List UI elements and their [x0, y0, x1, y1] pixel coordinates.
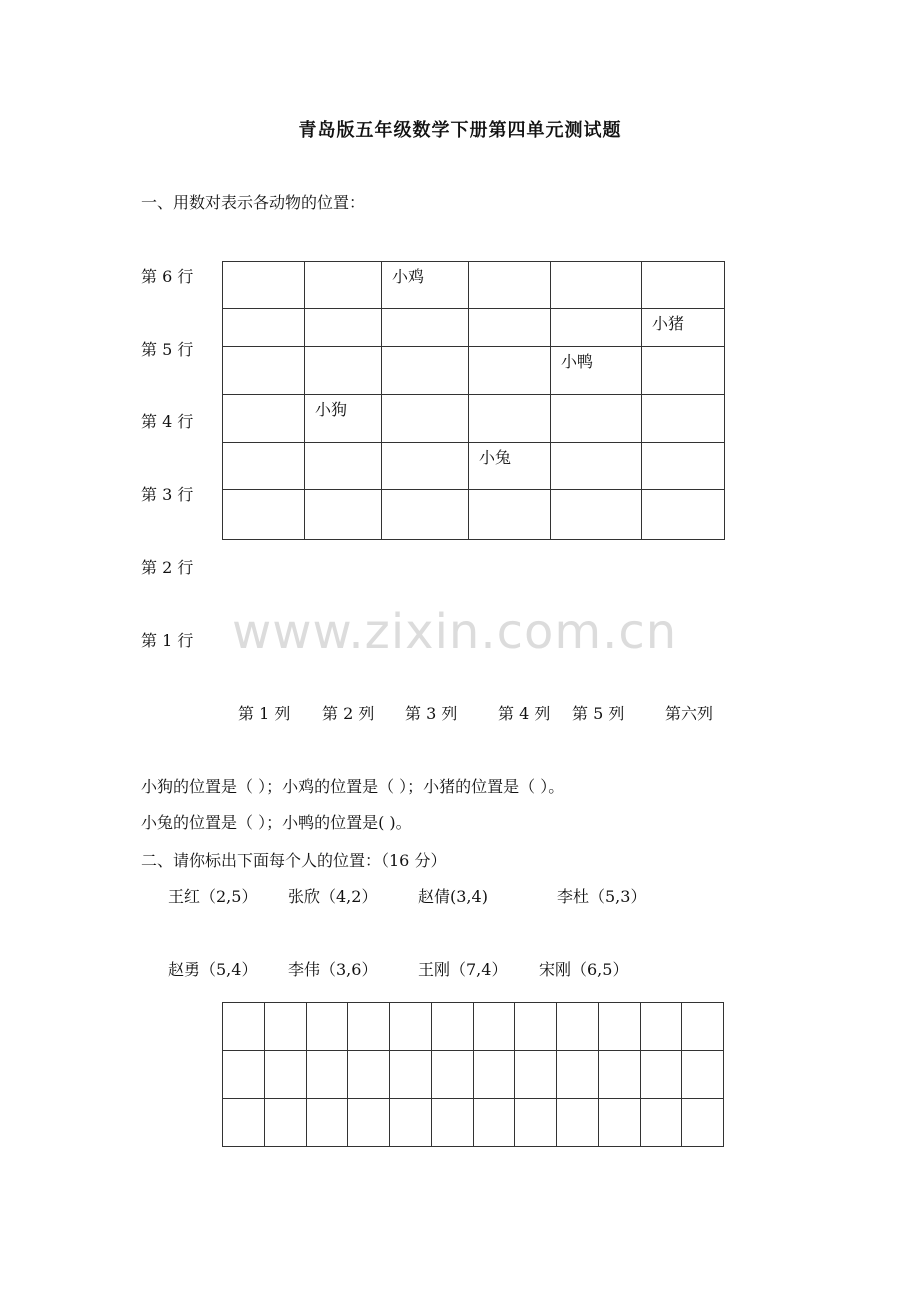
grid-cell — [642, 443, 725, 490]
grid-cell — [640, 1051, 682, 1099]
grid-cell — [305, 443, 382, 490]
grid-cell — [306, 1003, 348, 1051]
row-label-6: 第 6 行 — [141, 267, 194, 286]
grid-cell — [551, 262, 642, 309]
grid-cell — [551, 490, 642, 540]
grid-cell — [598, 1051, 640, 1099]
grid-cell — [382, 262, 469, 309]
grid-cell — [473, 1099, 515, 1147]
grid-cell — [431, 1099, 473, 1147]
grid-cell — [223, 1051, 265, 1099]
col-label-3: 第 3 列 — [405, 704, 458, 723]
grid-cell — [223, 309, 305, 347]
grid-cell — [551, 395, 642, 443]
row-label-5: 第 5 行 — [141, 340, 194, 359]
col-label-5: 第 5 列 — [572, 704, 625, 723]
grid-cell — [469, 262, 551, 309]
grid-cell — [223, 490, 305, 540]
grid-cell — [305, 347, 382, 395]
grid-cell — [642, 262, 725, 309]
grid-cell — [264, 1003, 306, 1051]
grid-cell — [469, 347, 551, 395]
grid-cell — [382, 395, 469, 443]
grid-cell — [598, 1099, 640, 1147]
grid-cell — [348, 1003, 390, 1051]
grid-cell — [682, 1099, 724, 1147]
grid-cell — [390, 1099, 432, 1147]
grid-cell — [382, 490, 469, 540]
grid-cell — [642, 490, 725, 540]
col-label-6: 第六列 — [665, 704, 714, 723]
grid-cell — [551, 309, 642, 347]
grid-cell — [305, 309, 382, 347]
grid-cell — [640, 1003, 682, 1051]
col-label-2: 第 2 列 — [322, 704, 375, 723]
grid-cell — [223, 1099, 265, 1147]
grid-cell — [306, 1051, 348, 1099]
section1-heading: 一、用数对表示各动物的位置： — [141, 193, 366, 212]
col-label-1: 第 1 列 — [238, 704, 291, 723]
person-zhao-yong: 赵勇（5,4） — [168, 960, 258, 979]
grid-cell — [515, 1099, 557, 1147]
grid-cell — [431, 1051, 473, 1099]
grid-cell — [642, 395, 725, 443]
row-label-4: 第 4 行 — [141, 412, 194, 431]
grid-cell — [223, 443, 305, 490]
people-position-grid — [222, 1002, 724, 1147]
grid-cell — [557, 1099, 599, 1147]
row-label-2: 第 2 行 — [141, 558, 194, 577]
animal-pig: 小猪 — [652, 314, 685, 333]
grid-cell — [348, 1099, 390, 1147]
grid-cell — [306, 1099, 348, 1147]
animal-position-grid — [222, 261, 725, 540]
grid-cell — [515, 1003, 557, 1051]
grid-cell — [557, 1003, 599, 1051]
grid-cell — [305, 262, 382, 309]
grid-cell — [473, 1003, 515, 1051]
person-li-du: 李杜（5,3） — [557, 887, 647, 906]
person-zhao-qian: 赵倩(3,4) — [418, 887, 488, 906]
page-title: 青岛版五年级数学下册第四单元测试题 — [298, 120, 622, 141]
row-label-1: 第 1 行 — [141, 631, 194, 650]
grid-cell — [223, 347, 305, 395]
grid-cell — [223, 262, 305, 309]
grid-cell — [305, 395, 382, 443]
grid-cell — [390, 1003, 432, 1051]
grid-cell — [682, 1003, 724, 1051]
grid-cell — [382, 443, 469, 490]
grid-cell — [223, 395, 305, 443]
grid-cell — [264, 1051, 306, 1099]
grid-cell — [551, 347, 642, 395]
grid-cell — [382, 309, 469, 347]
grid-cell — [469, 395, 551, 443]
grid-cell — [305, 490, 382, 540]
person-wang-hong: 王红（2,5） — [168, 887, 258, 906]
grid-cell — [551, 443, 642, 490]
grid-cell — [382, 347, 469, 395]
person-zhang-xin: 张欣（4,2） — [288, 887, 378, 906]
animal-duck: 小鸭 — [561, 352, 594, 371]
animal-rabbit: 小兔 — [479, 448, 512, 467]
animal-chicken: 小鸡 — [392, 267, 425, 286]
grid-cell — [469, 443, 551, 490]
grid-cell — [598, 1003, 640, 1051]
grid-cell — [642, 309, 725, 347]
grid-cell — [557, 1051, 599, 1099]
question-line-2: 小兔的位置是（ ）；小鸭的位置是( )。 — [141, 813, 412, 832]
grid-cell — [469, 309, 551, 347]
section2-heading: 二、请你标出下面每个人的位置：（16 分） — [141, 851, 447, 870]
grid-cell — [431, 1003, 473, 1051]
grid-cell — [642, 347, 725, 395]
grid-cell — [473, 1051, 515, 1099]
row-label-3: 第 3 行 — [141, 485, 194, 504]
grid-cell — [640, 1099, 682, 1147]
grid-cell — [682, 1051, 724, 1099]
person-song-gang: 宋刚（6,5） — [539, 960, 629, 979]
person-wang-gang: 王刚（7,4） — [418, 960, 508, 979]
person-li-wei: 李伟（3,6） — [288, 960, 378, 979]
grid-cell — [348, 1051, 390, 1099]
col-label-4: 第 4 列 — [498, 704, 551, 723]
animal-dog: 小狗 — [315, 400, 348, 419]
grid-cell — [515, 1051, 557, 1099]
grid-cell — [223, 1003, 265, 1051]
grid-cell — [390, 1051, 432, 1099]
watermark: www.zixin.com.cn — [232, 604, 678, 660]
grid-cell — [469, 490, 551, 540]
grid-cell — [264, 1099, 306, 1147]
question-line-1: 小狗的位置是（ ）；小鸡的位置是（ ）；小猪的位置是（ ）。 — [141, 777, 565, 796]
